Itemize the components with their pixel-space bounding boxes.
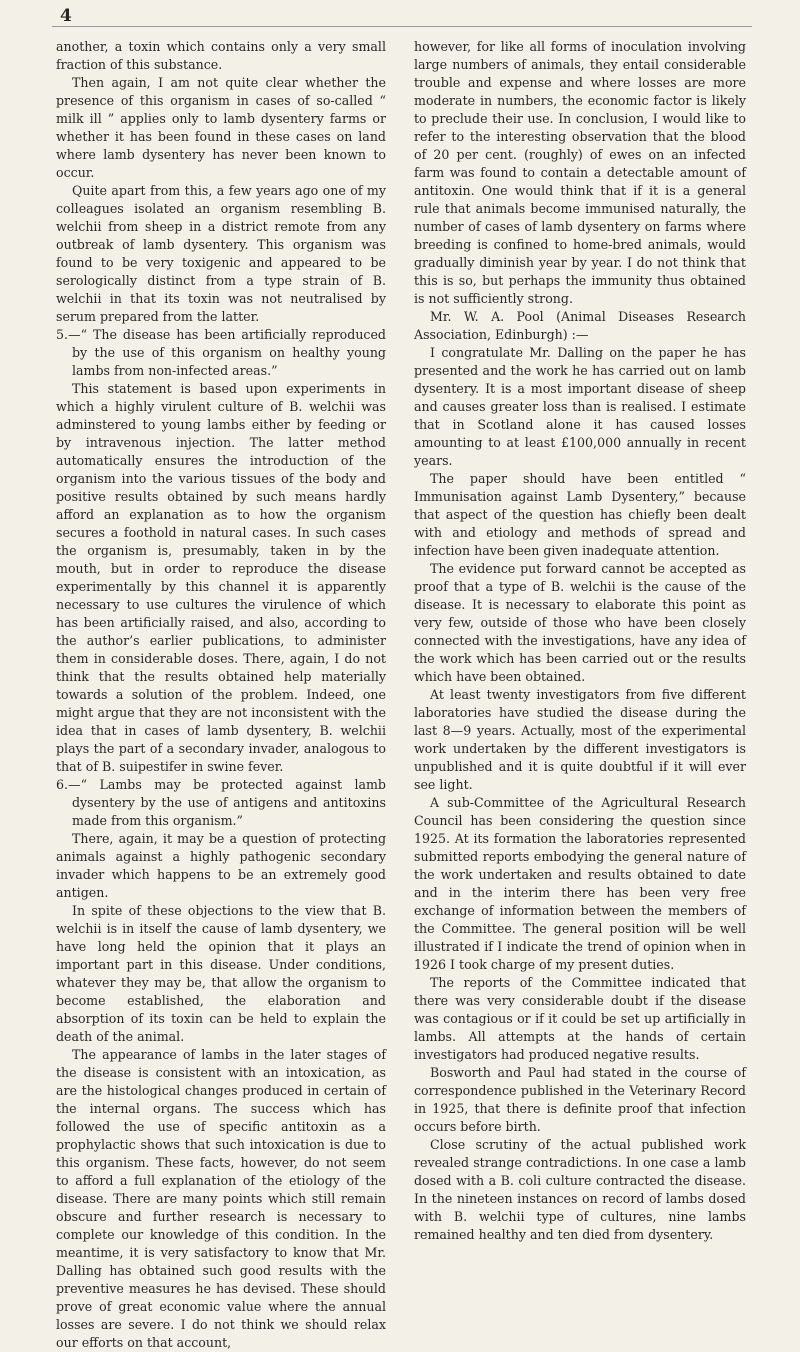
paragraph: There, again, it may be a question of protecting animals against a highly pathogenic secondary invader which happens to be an extremely good antigen.	[56, 831, 386, 900]
paragraph: The paper should have been entitled “ Immunisation against Lamb Dysentery,” because that aspect of the question has chiefly been dealt with and etiology and methods of spread and infection have been given inadequate attention.	[414, 471, 746, 558]
speaker-heading: Mr. W. A. Pool (Animal Diseases Research Association, Edinburgh) :—	[414, 309, 746, 342]
paragraph: Quite apart from this, a few years ago one of my colleagues isolated an organism resembling B. welchii from sheep in a district remote from any outbreak of lamb dysentery. This organism was found to be very toxigenic and appeared to be serologically distinct from a type strain of B. welchii in that its toxin was not neutralised by serum prepared from the latter.	[56, 183, 386, 324]
numbered-point: 6.—“ Lambs may be protected against lamb dysentery by the use of antigens and antitoxins made from this organism.”	[56, 777, 386, 828]
paragraph: This statement is based upon experiments in which a highly virulent culture of B. welchii was adminstered to young lambs either by feeding or by intravenous injection. The latter method automatically ensures the introduction of the organism into the various tissues of the body and positive results obtained by such means hardly afford an explanation as to how the organism secures a foothold in natural cases. In such cases the organism is, presumably, taken in by the mouth, but in order to reproduce the disease experimentally by this channel it is apparently necessary to use cultures the virulence of which has been artificially raised, and also, according to the author’s earlier publications, to administer them in considerable doses. There, again, I do not think that the results obtained help materially towards a solution of the problem. Indeed, one might argue that they are not inconsistent with the idea that in cases of lamb dysentery, B. welchii plays the part of a secondary invader, analogous to that of B. suipestifer in swine fever.	[56, 381, 386, 774]
paragraph: Then again, I am not quite clear whether the presence of this organism in cases of so-called “ milk ill ” applies only to lamb dysentery farms or whether it has been found in these cases on land where lamb dysentery has never been known to occur.	[56, 75, 386, 180]
paragraph: Close scrutiny of the actual published work revealed strange contradictions. In one case a lamb dosed with a B. coli culture contracted the disease. In the nineteen instances on record of lambs dosed with B. welchii type of cultures, nine lambs remained healthy and ten died from dysentery.	[414, 1137, 746, 1242]
paragraph: A sub-Committee of the Agricultural Research Council has been considering the question since 1925. At its formation the laboratories represented submitted reports embodying the general nature of the work undertaken and results obtained to date and in the interim there has been very free exchange of information between the members of the Committee. The general position will be well illustrated if I indicate the trend of opinion when in 1926 I took charge of my present duties.	[414, 795, 746, 972]
paragraph: In spite of these objections to the view that B. welchii is in itself the cause of lamb dysentery, we have long held the opinion that it plays an important part in this disease. Under conditions, whatever they may be, that allow the organism to become established, the elaboration and absorption of its toxin can be held to explain the death of the animal.	[56, 903, 386, 1044]
right-column	[414, 38, 746, 1244]
numbered-point: 5.—“ The disease has been artificially reproduced by the use of this organism on healthy young lambs from non-infected areas.”	[56, 327, 386, 378]
paragraph: I congratulate Mr. Dalling on the paper he has presented and the work he has carried out on lamb dysentery. It is a most important disease of sheep and causes greater loss than is realised. I estimate that in Scotland alone it has caused losses amounting to at least £100,000 annually in recent years.	[414, 345, 746, 468]
left-column	[56, 38, 386, 1352]
header-rule	[52, 26, 752, 27]
paragraph: however, for like all forms of inoculation involving large numbers of animals, they entail considerable trouble and expense and where losses are more moderate in numbers, the economic factor is likely to preclude their use. In conclusion, I would like to refer to the interesting observation that the blood of 20 per cent. (roughly) of ewes on an infected farm was found to contain a detectable amount of antitoxin. One would think that if it is a general rule that animals become immunised naturally, the number of cases of lamb dysentery on farms where breeding is confined to home-bred animals, would gradually diminish year by year. I do not think that this is so, but perhaps the immunity thus obtained is not sufficiently strong.	[414, 39, 746, 306]
page-number: 4	[60, 6, 72, 26]
paragraph: At least twenty investigators from five different laboratories have studied the disease during the last 8—9 years. Actually, most of the experimental work undertaken by the different investigators is unpublished and it is quite doubtful if it will ever see light.	[414, 687, 746, 792]
paragraph: Bosworth and Paul had stated in the course of correspondence published in the Veterinary Record in 1925, that there is definite proof that infection occurs before birth.	[414, 1065, 746, 1134]
paragraph: The appearance of lambs in the later stages of the disease is consistent with an intoxication, as are the histological changes produced in certain of the internal organs. The success which has followed the use of specific antitoxin as a prophylactic shows that such intoxication is due to this organism. These facts, however, do not seem to afford a full explanation of the etiology of the disease. There are many points which still remain obscure and further research is necessary to complete our knowledge of this condition. In the meantime, it is very satisfactory to know that Mr. Dalling has obtained such good results with the preventive measures he has devised. These should prove of great economic value where the annual losses are severe. I do not think we should relax our efforts on that account,	[56, 1047, 386, 1350]
paragraph: The reports of the Committee indicated that there was very considerable doubt if the disease was contagious or if it could be set up artificially in lambs. All attempts at the hands of certain investigators had produced negative results.	[414, 975, 746, 1062]
paragraph: The evidence put forward cannot be accepted as proof that a type of B. welchii is the cause of the disease. It is necessary to elaborate this point as very few, outside of those who have been closely connected with the investigations, have any idea of the work which has been carried out or the results which have been obtained.	[414, 561, 746, 684]
paragraph: another, a toxin which contains only a very small fraction of this substance.	[56, 39, 386, 72]
